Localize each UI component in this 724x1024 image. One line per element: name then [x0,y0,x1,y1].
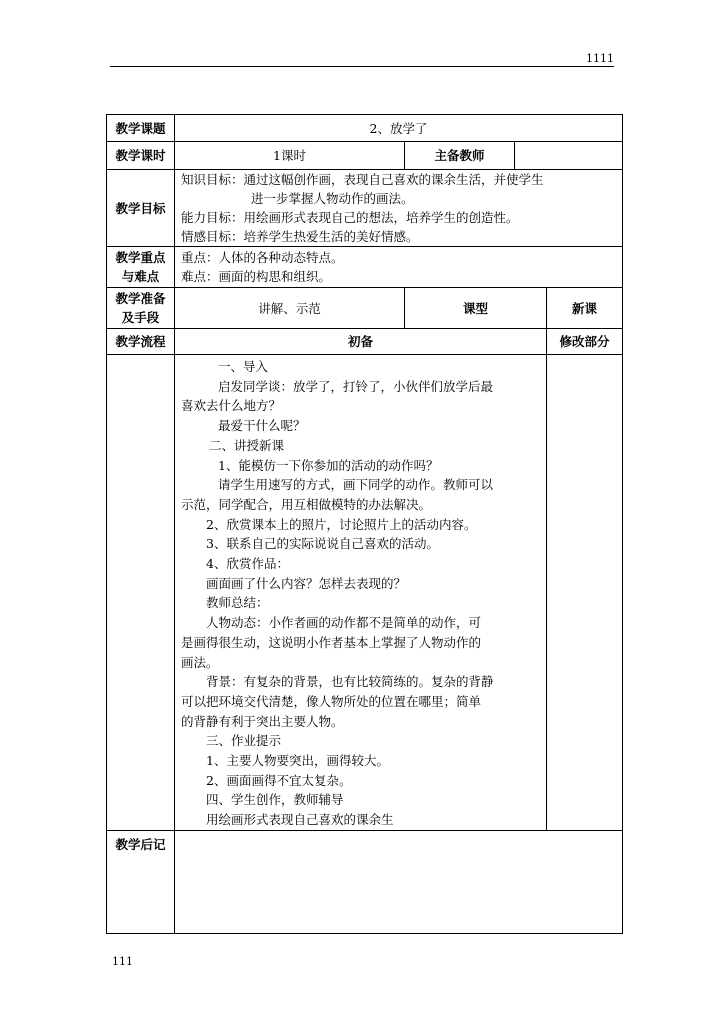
prep-row [107,288,623,329]
goal-knowledge: 知识目标：通过这幅创作画，表现自己喜欢的课余生活，并使学生 [181,172,544,187]
topic-row [107,115,623,142]
flow-line: 背景：有复杂的背景，也有比较简练的。复杂的背静 [206,674,494,690]
notes-label: 教学后记 [107,830,175,933]
key-points-cell [175,247,623,288]
prep-value: 讲解、示范 [175,288,405,329]
flow-line: 1、主要人物要突出，画得较大。 [206,753,389,769]
key-points-label [107,247,175,288]
goals-cell [175,170,623,247]
flow-line: 3、联系自己的实际说说自己喜欢的活动。 [206,536,439,552]
key-points-row [107,247,623,288]
notes-row [107,830,623,933]
flow-line: 人物动态：小作者画的动作都不是简单的动作，可 [206,615,482,631]
draft-label: 初备 [175,329,547,355]
type-label: 课型 [405,288,547,329]
flow-line: 最爱干什么呢？ [218,418,306,434]
topic-value: 2、放学了 [175,115,623,142]
difficult-point: 难点：画面的构思和组织。 [181,269,332,284]
flow-line: 喜欢去什么地方？ [181,398,282,414]
prep-label-1: 教学准备 [115,291,166,306]
prep-label-2: 及手段 [121,310,160,325]
flow-line: 2、画面画得不宜太复杂。 [206,772,352,788]
flow-line: 一、导入 [218,359,269,374]
flow-side-cell [107,355,175,831]
flow-line: 二、讲授新课 [209,437,285,453]
goal-knowledge-cont: 进一步掌握人物动作的画法。 [251,191,414,206]
flow-line: 的背静有利于突出主要人物。 [181,713,344,729]
teacher-value [515,142,623,170]
flow-line: 可以把环境交代清楚，像人物所处的位置在哪里；简单 [181,693,482,709]
flow-line: 三、作业提示 [206,733,282,749]
goals-label: 教学目标 [107,170,175,247]
flow-line: 1、能模仿一下你参加的活动的动作吗？ [218,457,439,473]
hours-label: 教学课时 [107,142,175,170]
flow-header-row [107,329,623,355]
flow-line: 启发同学谈：放学了，打铃了，小伙伴们放学后最 [218,378,494,394]
teacher-label: 主备教师 [405,142,515,170]
flow-line: 用绘画形式表现自己喜欢的课余生 [206,812,394,828]
flow-line: 画法。 [181,654,219,670]
goal-ability: 能力目标：用绘画形式表现自己的想法，培养学生的创造性。 [181,210,519,225]
header-page-number: 1111 [586,52,614,65]
flow-content [175,355,547,831]
key-points-label-2: 与难点 [121,269,160,284]
flow-row [107,355,623,831]
hours-row [107,142,623,170]
flow-line: 请学生用速写的方式，画下同学的动作。教师可以 [218,477,494,493]
flow-line: 4、欣赏作品： [206,556,289,572]
revise-label: 修改部分 [547,329,623,355]
goals-row [107,170,623,247]
revise-cell [547,355,623,831]
lesson-plan-table [106,114,623,934]
key-points-label-1: 教学重点 [115,250,166,265]
flow-line: 教师总结： [206,595,269,611]
flow-line: 是画得很生动，这说明小作者基本上掌握了人物动作的 [181,634,482,650]
flow-line: 四、学生创作，教师辅导 [206,792,344,808]
flow-label: 教学流程 [107,329,175,355]
notes-cell [175,830,623,933]
flow-line: 示范，同学配合，用互相做模特的办法解决。 [181,496,432,512]
header-rule [110,66,614,67]
goal-emotion: 情感目标：培养学生热爱生活的美好情感。 [181,229,419,244]
flow-line: 2、欣赏课本上的照片，讨论照片上的活动内容。 [206,516,477,532]
type-value: 新课 [547,288,623,329]
footer-page-number: 111 [112,955,133,968]
topic-label: 教学课题 [107,115,175,142]
flow-line: 画面画了什么内容？怎样去表现的？ [206,575,407,591]
key-point: 重点：人体的各种动态特点。 [181,250,344,265]
hours-value: 1课时 [175,142,405,170]
prep-label [107,288,175,329]
